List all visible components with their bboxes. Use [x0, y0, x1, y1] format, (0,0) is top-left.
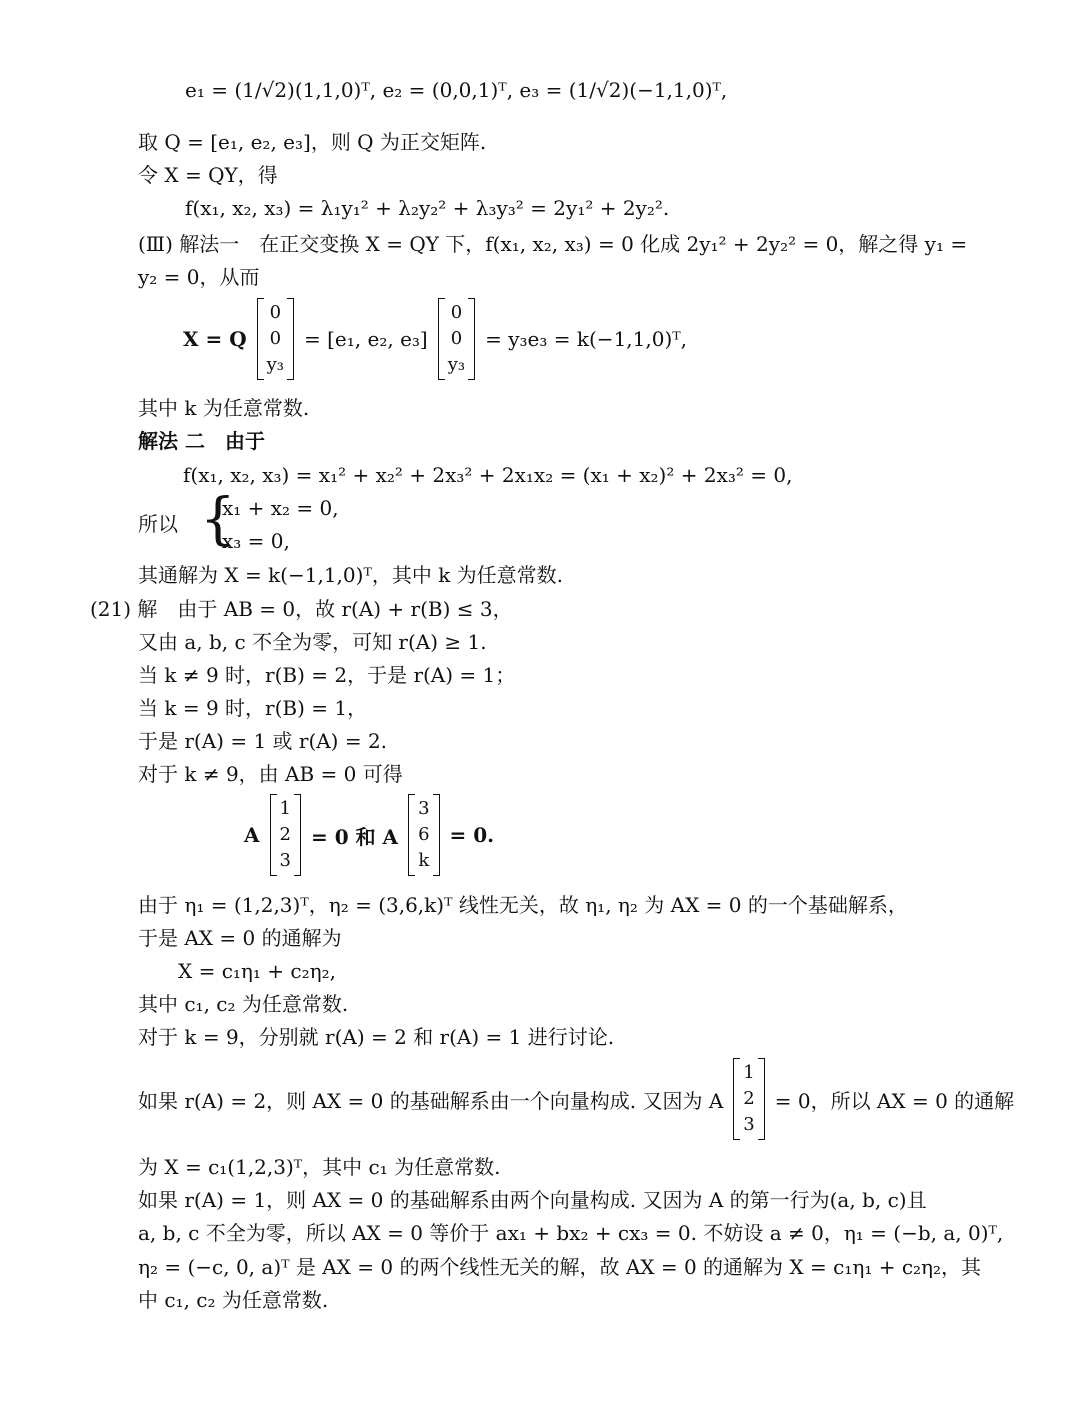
eq1-right: = y₃e₃ = k(−1,1,0)ᵀ, [485, 327, 688, 351]
matrix-cell: 3 [743, 1114, 755, 1135]
matrix-cell: 1 [743, 1062, 755, 1083]
constants-line: 其中 c₁, c₂ 为任意常数. [138, 992, 349, 1016]
case-k9-line: 对于 k = 9，分别就 r(A) = 2 和 r(A) = 1 进行讨论. [138, 1025, 615, 1049]
method-two-heading: 解法 二 由于 [138, 429, 265, 453]
rank2-text-a: 如果 r(A) = 2，则 AX = 0 的基础解系由一个向量构成. 又因为 A [138, 1088, 724, 1113]
matrix-cell: 0 [450, 328, 463, 349]
problem-21-line: (21) 解 由于 AB = 0，故 r(A) + r(B) ≤ 3， [90, 597, 513, 621]
matrix-cell: y₃ [447, 354, 466, 375]
general-solution-eq: X = c₁η₁ + c₂η₂, [178, 959, 336, 983]
rank1-equiv-line: a, b, c 不全为零，所以 AX = 0 等价于 ax₁ + bx₂ + cx₃ = 0. 不妨设 a ≠ 0，η₁ = (−b, a, 0)ᵀ, [138, 1221, 1004, 1245]
rank-line-3: 当 k = 9 时，r(B) = 1， [138, 696, 368, 720]
matrix-cell: 3 [418, 798, 430, 819]
equation-x-qy [183, 298, 687, 380]
method-one-line: (Ⅲ) 解法一 在正交变换 X = QY 下，f(x₁, x₂, x₃) = 0 化成 2y₁² + 2y₂² = 0，解之得 y₁ = [138, 232, 968, 256]
eigenvector-line: e₁ = (1/√2)(1,1,0)ᵀ, e₂ = (0,0,1)ᵀ, e₃ = (1/√2)(−1,1,0)ᵀ, [185, 78, 728, 102]
rank1-solution-line: η₂ = (−c, 0, a)ᵀ 是 AX = 0 的两个线性无关的解，故 AX = 0 的通解为 X = c₁η₁ + c₂η₂，其 [138, 1255, 982, 1279]
matrix-cell: 0 [450, 302, 463, 323]
general-solution-intro: 于是 AX = 0 的通解为 [138, 926, 342, 950]
orthogonal-matrix-line: 取 Q = [e₁, e₂, e₃]，则 Q 为正交矩阵. [138, 130, 487, 154]
matrix-cell: 3 [279, 850, 291, 871]
matrix-cell: 2 [743, 1088, 755, 1109]
rank-line-5: 对于 k ≠ 9，由 AB = 0 可得 [138, 762, 403, 786]
equation-a-vectors [244, 794, 494, 876]
eq2-end: = 0. [449, 823, 495, 847]
matrix-2 [438, 298, 475, 380]
general-solution-line: 其通解为 X = k(−1,1,0)ᵀ，其中 k 为任意常数. [138, 563, 564, 587]
rank-line-1: 又由 a, b, c 不全为零，可知 r(A) ≥ 1. [138, 630, 487, 654]
rank1-case-line: 如果 r(A) = 1，则 AX = 0 的基础解系由两个向量构成. 又因为 A 的第一行为(a, b, c)且 [138, 1188, 927, 1212]
eq2-mid: = 0 和 A [310, 824, 399, 849]
basis-line: 由于 η₁ = (1,2,3)ᵀ，η₂ = (3,6,k)ᵀ 线性无关，故 η₁, η₂ 为 AX = 0 的一个基础解系， [138, 893, 908, 917]
matrix-5 [733, 1058, 764, 1140]
matrix-cell: 6 [418, 824, 430, 845]
eq1-left: X = Q [183, 327, 247, 351]
eq2-a: A [244, 823, 260, 847]
matrix-cell: 0 [269, 328, 282, 349]
matrix-1 [257, 298, 294, 380]
standard-form-line: f(x₁, x₂, x₃) = λ₁y₁² + λ₂y₂² + λ₃y₃² = 2y₁² + 2y₂². [185, 196, 670, 220]
eq1-mid: = [e₁, e₂, e₃] [304, 327, 428, 351]
rank2-solution-line: 为 X = c₁(1,2,3)ᵀ，其中 c₁ 为任意常数. [138, 1155, 501, 1179]
rank2-text-b: = 0，所以 AX = 0 的通解 [774, 1088, 1015, 1113]
matrix-3 [270, 794, 301, 876]
method-one-cont: y₂ = 0，从而 [138, 265, 260, 289]
rank-line-2: 当 k ≠ 9 时，r(B) = 2，于是 r(A) = 1； [138, 663, 516, 687]
rank-line-4: 于是 r(A) = 1 或 r(A) = 2. [138, 729, 388, 753]
rank2-case-line [138, 1058, 1014, 1140]
matrix-4 [408, 794, 439, 876]
system-eq-b: x₃ = 0, [222, 529, 290, 553]
quadratic-expand-line: f(x₁, x₂, x₃) = x₁² + x₂² + 2x₃² + 2x₁x₂ = (x₁ + x₂)² + 2x₃² = 0, [183, 463, 793, 487]
matrix-cell: 1 [279, 798, 291, 819]
arbitrary-constant-line: 其中 k 为任意常数. [138, 396, 310, 420]
system-label: 所以 [138, 512, 178, 536]
system-eq-a: x₁ + x₂ = 0, [222, 496, 339, 520]
brace-icon: { [200, 487, 236, 552]
transform-line: 令 X = QY，得 [138, 163, 278, 187]
matrix-cell: y₃ [266, 354, 285, 375]
matrix-cell: 0 [269, 302, 282, 323]
matrix-cell: 2 [279, 824, 291, 845]
matrix-cell: k [418, 850, 430, 871]
final-constants-line: 中 c₁, c₂ 为任意常数. [138, 1288, 329, 1312]
